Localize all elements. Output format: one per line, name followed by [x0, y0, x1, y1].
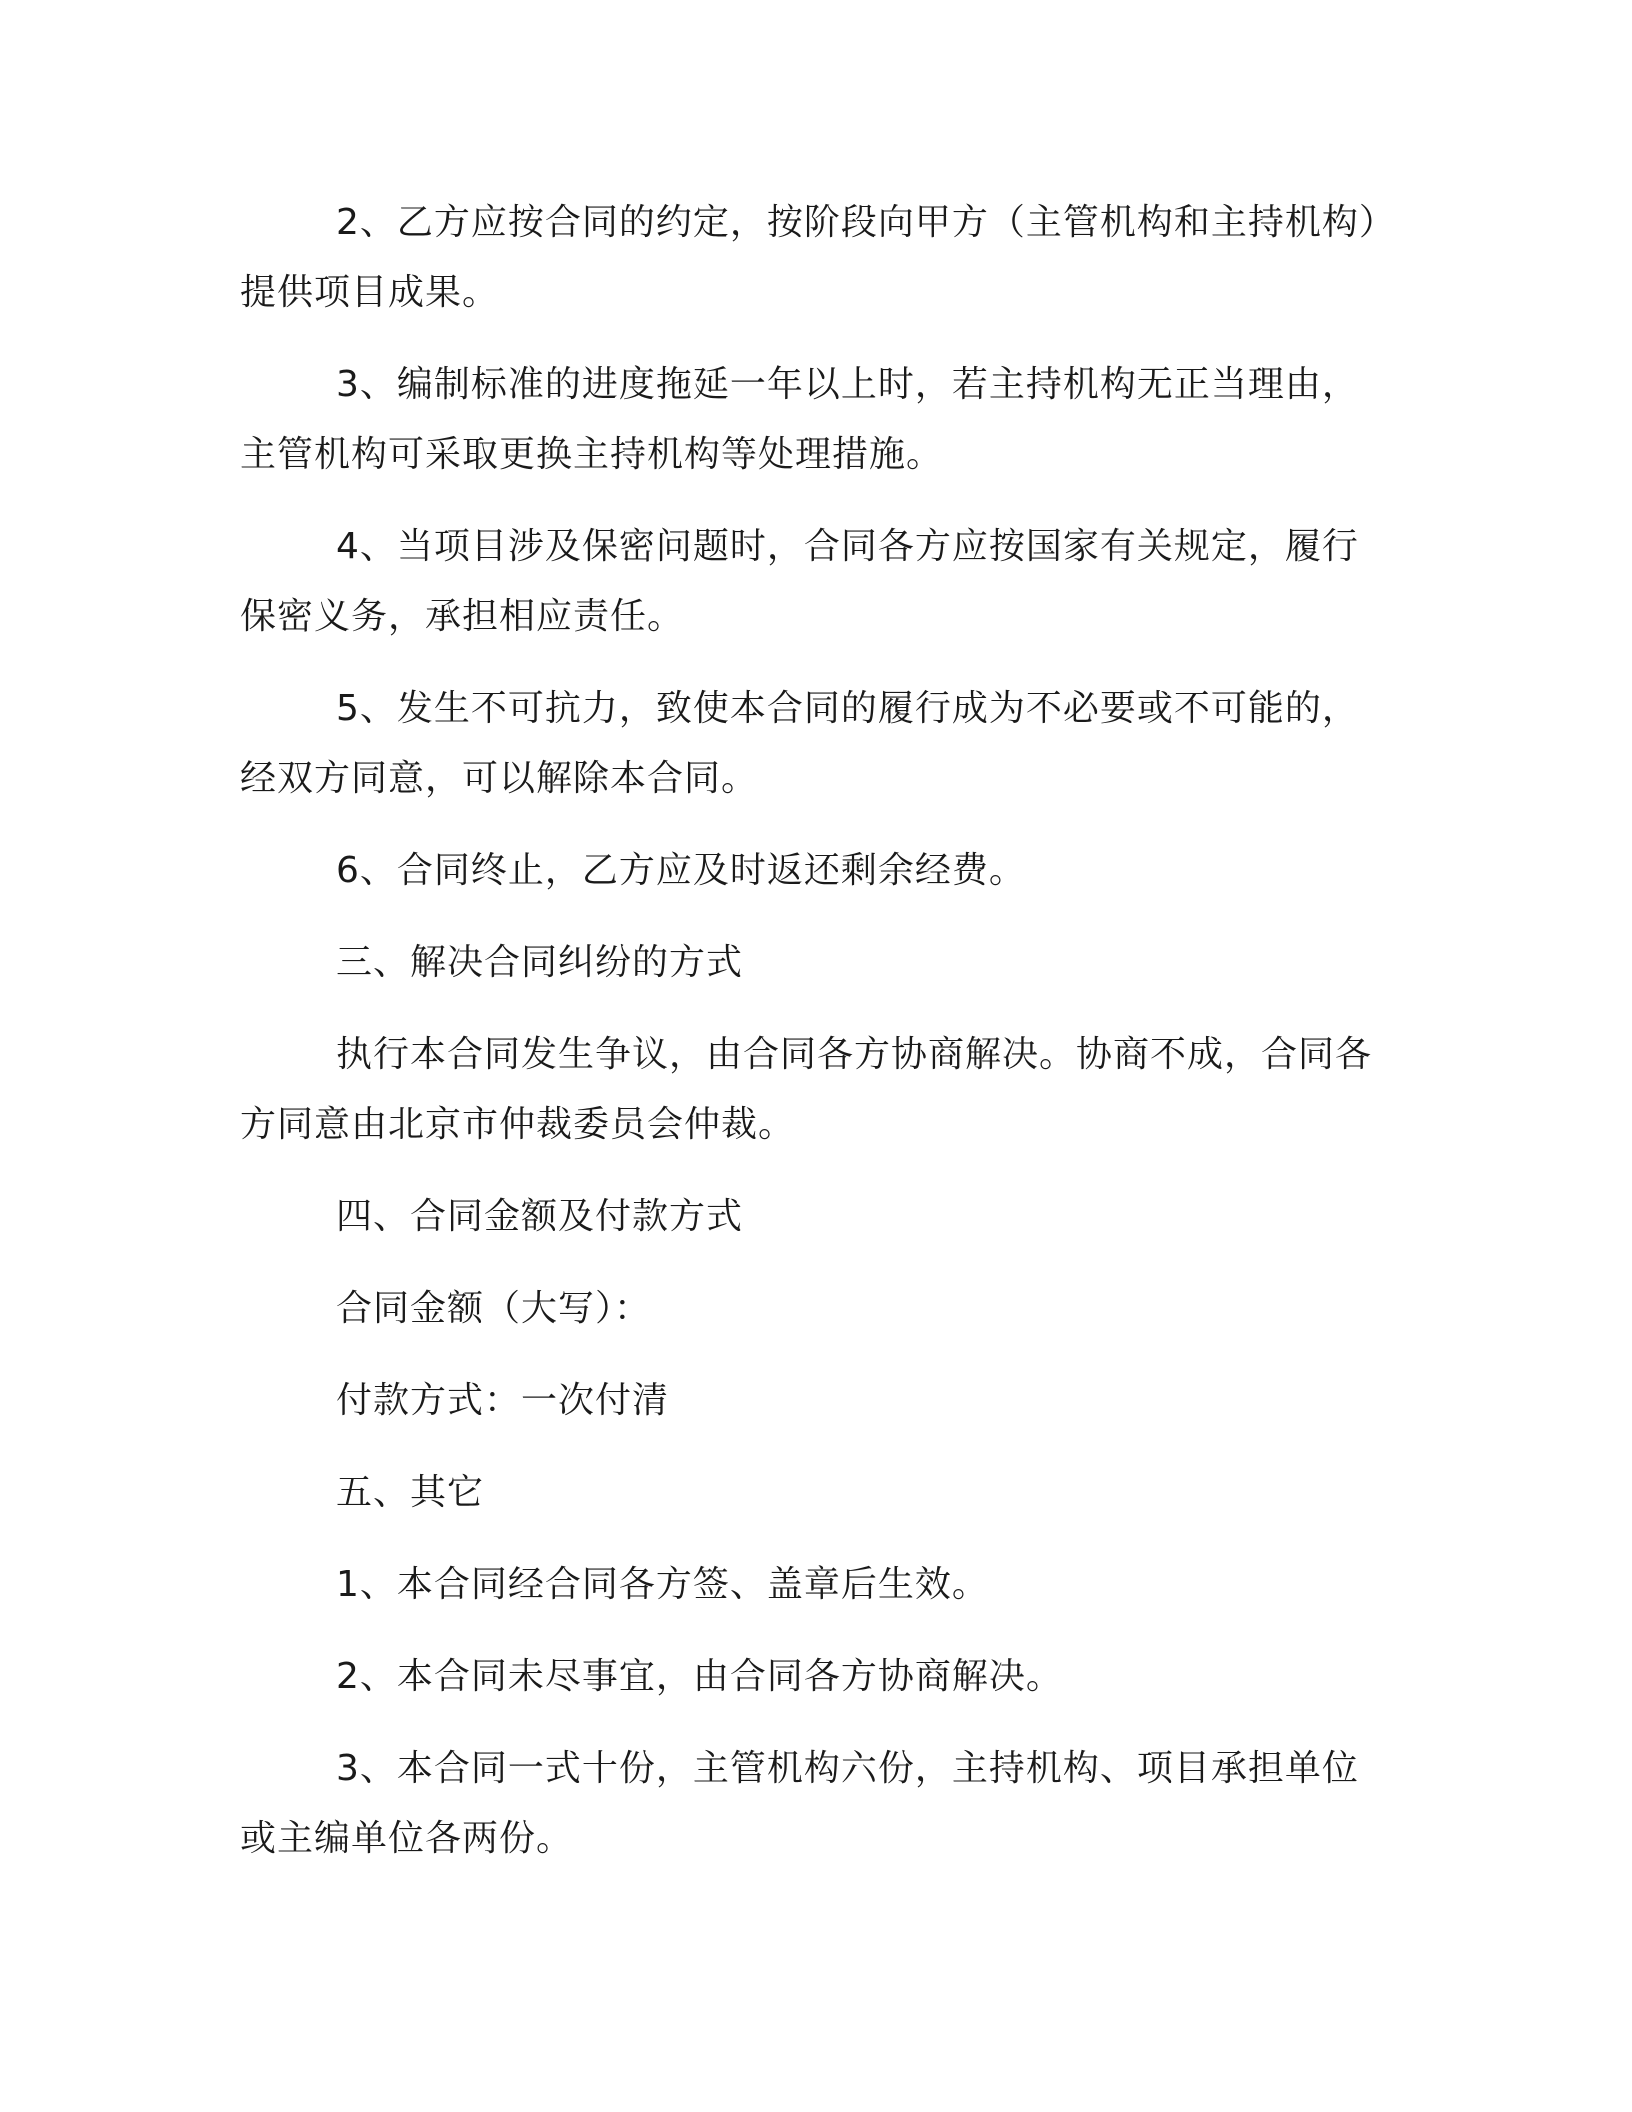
clause-4-confidentiality: 4、当项目涉及保密问题时，合同各方应按国家有关规定，履行保密义务，承担相应责任。 [240, 526, 1359, 637]
section-4-heading: 四、合同金额及付款方式 [336, 1196, 744, 1237]
contract-amount-line: 合同金额（大写）： [336, 1288, 652, 1329]
clause-3-schedule-delay: 3、编制标准的进度拖延一年以上时，若主持机构无正当理由，主管机构可采取更换主持机构等处理措施。 [240, 364, 1359, 475]
other-clause-2: 2、本合同未尽事宜，由合同各方协商解决。 [336, 1656, 1063, 1697]
clause-5-force-majeure: 5、发生不可抗力，致使本合同的履行成为不必要或不可能的，经双方同意，可以解除本合同。 [240, 688, 1359, 799]
section-5-heading: 五、其它 [336, 1472, 485, 1513]
clause-2-deliver-results: 2、乙方应按合同的约定，按阶段向甲方（主管机构和主持机构）提供项目成果。 [240, 202, 1378, 313]
other-clause-3: 3、本合同一式十份，主管机构六份，主持机构、项目承担单位或主编单位各两份。 [240, 1748, 1359, 1859]
payment-method-line: 付款方式：一次付清 [336, 1380, 670, 1421]
clause-6-termination: 6、合同终止，乙方应及时返还剩余经费。 [336, 850, 1026, 891]
dispute-resolution-text: 执行本合同发生争议，由合同各方协商解决。协商不成，合同各方同意由北京市仲裁委员会仲裁。 [240, 1034, 1373, 1145]
section-3-heading: 三、解决合同纠纷的方式 [336, 942, 744, 983]
other-clause-1: 1、本合同经合同各方签、盖章后生效。 [336, 1564, 989, 1605]
document-body [240, 188, 1380, 1874]
